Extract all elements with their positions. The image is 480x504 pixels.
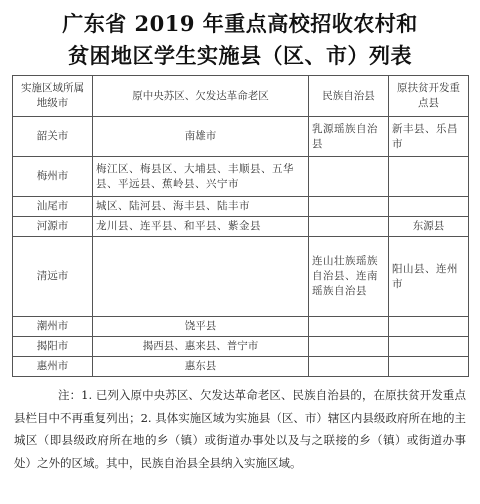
ethnic-cell: 连山壮族瑶族自治县、连南瑶族自治县 — [309, 237, 389, 317]
table-row — [13, 357, 469, 377]
central-cell: 城区、陆河县、海丰县、陆丰市 — [93, 197, 309, 217]
poverty-cell — [389, 157, 469, 197]
city-cell: 汕尾市 — [13, 197, 93, 217]
city-cell: 梅州市 — [13, 157, 93, 197]
central-cell: 揭西县、惠来县、普宁市 — [93, 337, 309, 357]
poverty-cell — [389, 197, 469, 217]
header-central-soviet: 原中央苏区、欠发达革命老区 — [93, 76, 309, 117]
implementation-county-table — [12, 75, 469, 377]
ethnic-cell — [309, 217, 389, 237]
document-title-line-1: 广东省 2019 年重点高校招收农村和 — [62, 11, 418, 36]
header-poverty-county: 原扶贫开发重点县 — [389, 76, 469, 117]
city-cell: 清远市 — [13, 237, 93, 317]
poverty-cell: 阳山县、连州市 — [389, 237, 469, 317]
table-row — [13, 117, 469, 157]
table-row — [13, 337, 469, 357]
poverty-cell — [389, 337, 469, 357]
ethnic-cell — [309, 357, 389, 377]
city-cell: 揭阳市 — [13, 337, 93, 357]
central-cell: 南雄市 — [93, 117, 309, 157]
central-cell: 梅江区、梅县区、大埔县、丰顺县、五华县、平远县、蕉岭县、兴宁市 — [93, 157, 309, 197]
table-footnote: 注：1. 已列入原中央苏区、欠发达革命老区、民族自治县的，在原扶贫开发重点县栏目中不再重复列出；2. 具体实施区域为实施县（区、市）辖区内县级政府所在地的主城区（即县级政府所在地的乡（镇）或街道办事处以及与之联接的乡（镇）或街道办事处）之外的区域。其中，民族自治县全县纳入实施区域。 — [14, 388, 466, 470]
city-cell: 河源市 — [13, 217, 93, 237]
city-cell: 韶关市 — [13, 117, 93, 157]
city-cell: 潮州市 — [13, 317, 93, 337]
central-cell: 惠东县 — [93, 357, 309, 377]
poverty-cell — [389, 317, 469, 337]
table-row — [13, 157, 469, 197]
table-row — [13, 317, 469, 337]
header-ethnic-autonomous: 民族自治县 — [309, 76, 389, 117]
poverty-cell: 新丰县、乐昌市 — [389, 117, 469, 157]
ethnic-cell — [309, 337, 389, 357]
central-cell: 龙川县、连平县、和平县、紫金县 — [93, 217, 309, 237]
header-prefecture-city: 实施区域所属地级市 — [13, 76, 93, 117]
table-row — [13, 197, 469, 217]
poverty-cell: 东源县 — [389, 217, 469, 237]
document-title-line-2: 贫困地区学生实施县（区、市）列表 — [68, 43, 412, 68]
table-row — [13, 237, 469, 317]
ethnic-cell: 乳源瑶族自治县 — [309, 117, 389, 157]
poverty-cell — [389, 357, 469, 377]
table-header-row — [13, 76, 469, 117]
city-cell: 惠州市 — [13, 357, 93, 377]
ethnic-cell — [309, 157, 389, 197]
central-cell — [93, 237, 309, 317]
ethnic-cell — [309, 317, 389, 337]
ethnic-cell — [309, 197, 389, 217]
table-row — [13, 217, 469, 237]
central-cell: 饶平县 — [93, 317, 309, 337]
